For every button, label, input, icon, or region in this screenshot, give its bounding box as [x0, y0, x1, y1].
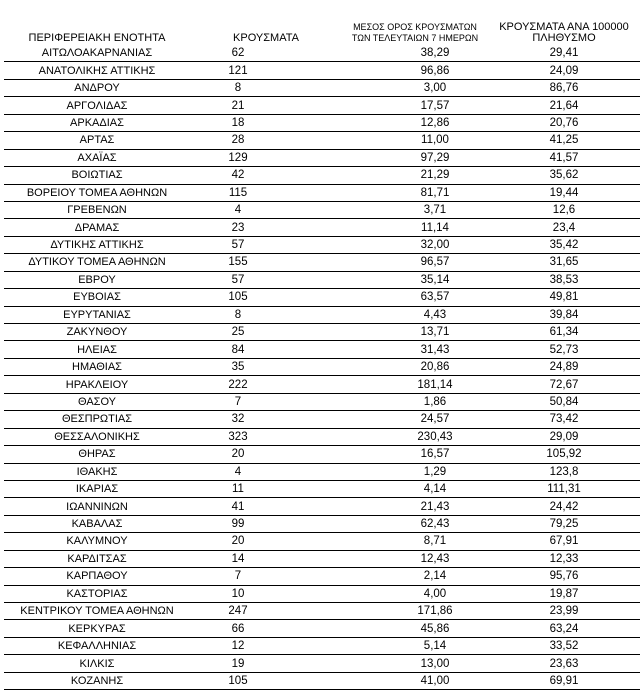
table-row: [4, 533, 640, 550]
cell-avg-7-days: 24,57: [342, 411, 488, 428]
cell-region: ΔΡΑΜΑΣ: [4, 219, 190, 236]
cell-region: ΚΕΡΚΥΡΑΣ: [4, 620, 190, 637]
table-row: [4, 603, 640, 620]
cell-avg-7-days: 63,57: [342, 289, 488, 306]
cell-avg-7-days: 96,86: [342, 62, 488, 79]
table-row: [4, 637, 640, 654]
cell-cases: 247: [190, 603, 342, 620]
cell-cases: 8: [190, 79, 342, 96]
cell-region: ΚΙΛΚΙΣ: [4, 655, 190, 672]
cell-cases: 99: [190, 515, 342, 532]
table-row: [4, 45, 640, 62]
cell-avg-7-days: 16,57: [342, 446, 488, 463]
cell-avg-7-days: 17,57: [342, 97, 488, 114]
cell-cases: 7: [190, 568, 342, 585]
cell-cases: 14: [190, 550, 342, 567]
cell-region: ΙΘΑΚΗΣ: [4, 463, 190, 480]
table-row: [4, 132, 640, 149]
cell-cases-per-100000: 38,53: [488, 271, 640, 288]
table-row: [4, 97, 640, 114]
cell-avg-7-days: 62,43: [342, 515, 488, 532]
cell-region: ΒΟΡΕΙΟΥ ΤΟΜΕΑ ΑΘΗΝΩΝ: [4, 184, 190, 201]
cell-region: ΔΥΤΙΚΗΣ ΑΤΤΙΚΗΣ: [4, 236, 190, 253]
cell-avg-7-days: 96,57: [342, 254, 488, 271]
cell-cases-per-100000: 20,76: [488, 114, 640, 131]
cell-region: ΗΜΑΘΙΑΣ: [4, 358, 190, 375]
cell-cases-per-100000: 72,67: [488, 376, 640, 393]
cell-avg-7-days: 5,14: [342, 637, 488, 654]
cell-cases: 57: [190, 271, 342, 288]
header-cases-per-100000: [488, 12, 640, 45]
cell-cases-per-100000: 12,6: [488, 201, 640, 218]
cell-region: ΘΗΡΑΣ: [4, 446, 190, 463]
cell-cases: 84: [190, 341, 342, 358]
cell-region: ΗΡΑΚΛΕΙΟΥ: [4, 376, 190, 393]
cell-cases: 23: [190, 219, 342, 236]
cell-region: ΕΥΡΥΤΑΝΙΑΣ: [4, 306, 190, 323]
table-header: [4, 12, 640, 45]
cell-region: ΕΥΒΟΙΑΣ: [4, 289, 190, 306]
cell-avg-7-days: 4,43: [342, 306, 488, 323]
cell-cases-per-100000: 49,81: [488, 289, 640, 306]
cell-cases-per-100000: 73,42: [488, 411, 640, 428]
cell-cases: 155: [190, 254, 342, 271]
header-cases: ΚΡΟΥΣΜΑΤΑ: [233, 32, 299, 44]
header-row: [4, 12, 640, 45]
cell-region: ΓΡΕΒΕΝΩΝ: [4, 201, 190, 218]
table-row: [4, 201, 640, 218]
cell-cases-per-100000: 24,42: [488, 498, 640, 515]
cell-avg-7-days: 35,14: [342, 271, 488, 288]
cell-avg-7-days: 1,86: [342, 393, 488, 410]
cell-cases-per-100000: 19,44: [488, 184, 640, 201]
table-row: [4, 428, 640, 445]
cell-cases: 18: [190, 114, 342, 131]
header-avg-line1: ΜΕΣΟΣ ΟΡΟΣ ΚΡΟΥΣΜΑΤΩΝ: [353, 22, 477, 32]
cell-cases: 19: [190, 655, 342, 672]
cell-avg-7-days: 41,00: [342, 672, 488, 689]
cell-cases: 66: [190, 620, 342, 637]
cell-cases-per-100000: 12,33: [488, 550, 640, 567]
cell-cases: 57: [190, 236, 342, 253]
cell-region: ΗΛΕΙΑΣ: [4, 341, 190, 358]
table-row: [4, 289, 640, 306]
cell-cases-per-100000: 39,84: [488, 306, 640, 323]
cell-cases-per-100000: 35,42: [488, 236, 640, 253]
cell-cases-per-100000: 69,91: [488, 672, 640, 689]
cell-cases-per-100000: 23,4: [488, 219, 640, 236]
cell-avg-7-days: 12,43: [342, 550, 488, 567]
cell-cases: 20: [190, 533, 342, 550]
cell-avg-7-days: 21,43: [342, 498, 488, 515]
cell-cases: 41: [190, 498, 342, 515]
cell-avg-7-days: 11,14: [342, 219, 488, 236]
cell-cases: 25: [190, 324, 342, 341]
table-row: [4, 358, 640, 375]
cell-region: ΑΙΤΩΛΟΑΚΑΡΝΑΝΙΑΣ: [4, 45, 190, 62]
table-row: [4, 149, 640, 166]
cell-cases: 8: [190, 306, 342, 323]
cell-avg-7-days: 181,14: [342, 376, 488, 393]
cell-region: ΚΑΣΤΟΡΙΑΣ: [4, 585, 190, 602]
table-row: [4, 568, 640, 585]
table-row: [4, 184, 640, 201]
cell-avg-7-days: 13,00: [342, 655, 488, 672]
cell-cases-per-100000: 52,73: [488, 341, 640, 358]
cell-avg-7-days: 38,29: [342, 45, 488, 62]
table-row: [4, 254, 640, 271]
cell-avg-7-days: 1,29: [342, 463, 488, 480]
cell-avg-7-days: 81,71: [342, 184, 488, 201]
cell-avg-7-days: 2,14: [342, 568, 488, 585]
cases-table: [4, 12, 640, 690]
cell-region: ΚΕΦΑΛΛΗΝΙΑΣ: [4, 637, 190, 654]
table-row: [4, 446, 640, 463]
cell-cases: 4: [190, 463, 342, 480]
cell-cases-per-100000: 111,31: [488, 480, 640, 497]
cell-avg-7-days: 32,00: [342, 236, 488, 253]
cell-region: ΑΡΚΑΔΙΑΣ: [4, 114, 190, 131]
cell-cases: 4: [190, 201, 342, 218]
cell-cases-per-100000: 50,84: [488, 393, 640, 410]
cell-cases-per-100000: 35,62: [488, 167, 640, 184]
cell-region: ΑΡΤΑΣ: [4, 132, 190, 149]
cell-cases: 105: [190, 289, 342, 306]
table-row: [4, 672, 640, 689]
cell-cases-per-100000: 23,99: [488, 603, 640, 620]
cell-cases: 12: [190, 637, 342, 654]
cell-avg-7-days: 171,86: [342, 603, 488, 620]
table-row: [4, 62, 640, 79]
cell-avg-7-days: 11,00: [342, 132, 488, 149]
cell-avg-7-days: 20,86: [342, 358, 488, 375]
cell-region: ΘΑΣΟΥ: [4, 393, 190, 410]
table-body: [4, 45, 640, 690]
cell-region: ΚΑΒΑΛΑΣ: [4, 515, 190, 532]
cell-region: ΖΑΚΥΝΘΟΥ: [4, 324, 190, 341]
cell-region: ΚΑΡΠΑΘΟΥ: [4, 568, 190, 585]
table-row: [4, 655, 640, 672]
cell-cases: 121: [190, 62, 342, 79]
cell-cases: 129: [190, 149, 342, 166]
cell-cases-per-100000: 24,89: [488, 358, 640, 375]
cell-region: ΚΟΖΑΝΗΣ: [4, 672, 190, 689]
cell-avg-7-days: 97,29: [342, 149, 488, 166]
cell-cases: 21: [190, 97, 342, 114]
cell-cases: 323: [190, 428, 342, 445]
cell-cases: 7: [190, 393, 342, 410]
cell-avg-7-days: 21,29: [342, 167, 488, 184]
header-region: ΠΕΡΙΦΕΡΕΙΑΚΗ ΕΝΟΤΗΤΑ: [28, 32, 166, 44]
cell-avg-7-days: 12,86: [342, 114, 488, 131]
table-row: [4, 585, 640, 602]
cell-cases-per-100000: 29,41: [488, 45, 640, 62]
table-row: [4, 393, 640, 410]
cell-avg-7-days: 13,71: [342, 324, 488, 341]
cell-region: ΙΚΑΡΙΑΣ: [4, 480, 190, 497]
cell-region: ΑΧΑΪΑΣ: [4, 149, 190, 166]
table-row: [4, 324, 640, 341]
table-row: [4, 480, 640, 497]
table-row: [4, 515, 640, 532]
cell-region: ΑΝΔΡΟΥ: [4, 79, 190, 96]
cell-region: ΘΕΣΠΡΩΤΙΑΣ: [4, 411, 190, 428]
table-row: [4, 167, 640, 184]
cell-avg-7-days: 45,86: [342, 620, 488, 637]
table-row: [4, 306, 640, 323]
cell-avg-7-days: 230,43: [342, 428, 488, 445]
cell-cases: 115: [190, 184, 342, 201]
cell-cases: 20: [190, 446, 342, 463]
cell-cases-per-100000: 61,34: [488, 324, 640, 341]
table-row: [4, 271, 640, 288]
cell-region: ΕΒΡΟΥ: [4, 271, 190, 288]
table-row: [4, 341, 640, 358]
table-row: [4, 236, 640, 253]
cell-avg-7-days: 31,43: [342, 341, 488, 358]
cell-cases-per-100000: 23,63: [488, 655, 640, 672]
table-row: [4, 219, 640, 236]
cell-cases-per-100000: 95,76: [488, 568, 640, 585]
cell-cases-per-100000: 79,25: [488, 515, 640, 532]
cell-cases: 28: [190, 132, 342, 149]
cell-cases: 32: [190, 411, 342, 428]
cell-region: ΒΟΙΩΤΙΑΣ: [4, 167, 190, 184]
cell-cases-per-100000: 41,25: [488, 132, 640, 149]
header-avg-7-days: [342, 12, 488, 45]
cell-region: ΚΕΝΤΡΙΚΟΥ ΤΟΜΕΑ ΑΘΗΝΩΝ: [4, 603, 190, 620]
cell-cases-per-100000: 21,64: [488, 97, 640, 114]
header-avg-line2: ΤΩΝ ΤΕΛΕΥΤΑΙΩΝ 7 ΗΜΕΡΩΝ: [351, 33, 479, 43]
cell-cases-per-100000: 67,91: [488, 533, 640, 550]
cell-region: ΙΩΑΝΝΙΝΩΝ: [4, 498, 190, 515]
table-row: [4, 79, 640, 96]
cell-avg-7-days: 3,00: [342, 79, 488, 96]
table-row: [4, 411, 640, 428]
table-row: [4, 620, 640, 637]
header-per-line1: ΚΡΟΥΣΜΑΤΑ ΑΝΑ 100000: [499, 21, 629, 33]
cell-cases-per-100000: 86,76: [488, 79, 640, 96]
cell-cases-per-100000: 31,65: [488, 254, 640, 271]
cell-cases: 42: [190, 167, 342, 184]
cell-avg-7-days: 4,00: [342, 585, 488, 602]
table-row: [4, 498, 640, 515]
cell-region: ΑΝΑΤΟΛΙΚΗΣ ΑΤΤΙΚΗΣ: [4, 62, 190, 79]
cell-cases-per-100000: 24,09: [488, 62, 640, 79]
cell-avg-7-days: 3,71: [342, 201, 488, 218]
cell-cases: 105: [190, 672, 342, 689]
cell-cases-per-100000: 41,57: [488, 149, 640, 166]
cell-region: ΑΡΓΟΛΙΔΑΣ: [4, 97, 190, 114]
cell-region: ΘΕΣΣΑΛΟΝΙΚΗΣ: [4, 428, 190, 445]
cell-avg-7-days: 4,14: [342, 480, 488, 497]
cell-region: ΚΑΛΥΜΝΟΥ: [4, 533, 190, 550]
cell-cases-per-100000: 33,52: [488, 637, 640, 654]
table-row: [4, 114, 640, 131]
cell-cases-per-100000: 63,24: [488, 620, 640, 637]
cell-region: ΚΑΡΔΙΤΣΑΣ: [4, 550, 190, 567]
header-per-line2: ΠΛΗΘΥΣΜΟ: [532, 32, 596, 44]
cell-cases: 62: [190, 45, 342, 62]
table-row: [4, 463, 640, 480]
cell-cases: 11: [190, 480, 342, 497]
cell-cases: 10: [190, 585, 342, 602]
cell-cases-per-100000: 29,09: [488, 428, 640, 445]
cell-cases-per-100000: 19,87: [488, 585, 640, 602]
cell-region: ΔΥΤΙΚΟΥ ΤΟΜΕΑ ΑΘΗΝΩΝ: [4, 254, 190, 271]
cell-cases: 222: [190, 376, 342, 393]
cell-cases: 35: [190, 358, 342, 375]
table-row: [4, 550, 640, 567]
table-row: [4, 376, 640, 393]
cell-cases-per-100000: 105,92: [488, 446, 640, 463]
cell-avg-7-days: 8,71: [342, 533, 488, 550]
cell-cases-per-100000: 123,8: [488, 463, 640, 480]
